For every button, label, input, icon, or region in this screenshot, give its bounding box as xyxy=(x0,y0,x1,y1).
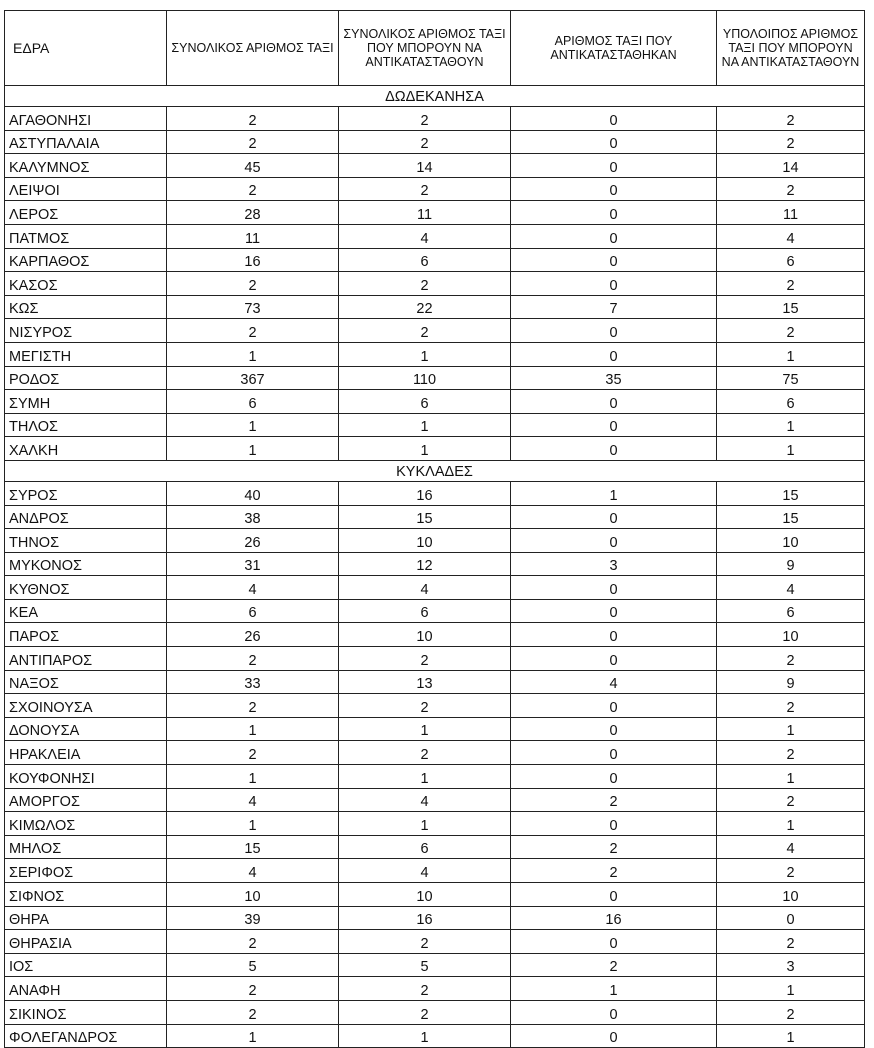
total-taxis-cell: 2 xyxy=(167,977,339,1001)
total-replaceable-cell: 22 xyxy=(339,295,511,319)
table-row xyxy=(5,248,865,272)
total-replaceable-cell: 11 xyxy=(339,201,511,225)
remaining-replaceable-cell: 10 xyxy=(717,623,865,647)
remaining-replaceable-cell: 1 xyxy=(717,437,865,461)
table-row xyxy=(5,906,865,930)
total-taxis-cell: 33 xyxy=(167,670,339,694)
total-taxis-cell: 10 xyxy=(167,883,339,907)
remaining-replaceable-cell: 1 xyxy=(717,977,865,1001)
replaced-cell: 0 xyxy=(511,883,717,907)
table-row xyxy=(5,107,865,131)
table-row xyxy=(5,224,865,248)
replaced-cell: 0 xyxy=(511,224,717,248)
total-replaceable-cell: 2 xyxy=(339,930,511,954)
total-taxis-cell: 11 xyxy=(167,224,339,248)
replaced-cell: 2 xyxy=(511,788,717,812)
section-row xyxy=(5,460,865,481)
header-seat: ΕΔΡΑ xyxy=(5,11,167,86)
taxi-document xyxy=(4,10,864,1048)
replaced-cell: 0 xyxy=(511,154,717,178)
total-taxis-cell: 2 xyxy=(167,319,339,343)
seat-name-cell: ΛΕΙΨΟΙ xyxy=(5,177,167,201)
table-row xyxy=(5,670,865,694)
total-taxis-cell: 1 xyxy=(167,413,339,437)
replaced-cell: 0 xyxy=(511,647,717,671)
table-row xyxy=(5,765,865,789)
header-remaining-replaceable: ΥΠΟΛΟΙΠΟΣ ΑΡΙΘΜΟΣ ΤΑΞΙ ΠΟΥ ΜΠΟΡΟΥΝ ΝΑ ΑΝΤΙΚΑΤΑΣΤΑΘΟΥΝ xyxy=(717,11,865,86)
table-row xyxy=(5,694,865,718)
replaced-cell: 0 xyxy=(511,717,717,741)
remaining-replaceable-cell: 3 xyxy=(717,953,865,977)
seat-name-cell: ΣΥΜΗ xyxy=(5,390,167,414)
table-row xyxy=(5,366,865,390)
replaced-cell: 0 xyxy=(511,576,717,600)
seat-name-cell: ΝΙΣΥΡΟΣ xyxy=(5,319,167,343)
header-total-replaceable: ΣΥΝΟΛΙΚΟΣ ΑΡΙΘΜΟΣ ΤΑΞΙ ΠΟΥ ΜΠΟΡΟΥΝ ΝΑ ΑΝΤΙΚΑΤΑΣΤΑΘΟΥΝ xyxy=(339,11,511,86)
replaced-cell: 0 xyxy=(511,505,717,529)
table-row xyxy=(5,883,865,907)
total-taxis-cell: 5 xyxy=(167,953,339,977)
replaced-cell: 0 xyxy=(511,1024,717,1048)
remaining-replaceable-cell: 2 xyxy=(717,859,865,883)
replaced-cell: 2 xyxy=(511,859,717,883)
table-row xyxy=(5,177,865,201)
total-replaceable-cell: 4 xyxy=(339,576,511,600)
replaced-cell: 0 xyxy=(511,930,717,954)
total-replaceable-cell: 1 xyxy=(339,437,511,461)
total-replaceable-cell: 1 xyxy=(339,342,511,366)
total-taxis-cell: 38 xyxy=(167,505,339,529)
total-taxis-cell: 367 xyxy=(167,366,339,390)
total-taxis-cell: 4 xyxy=(167,576,339,600)
remaining-replaceable-cell: 4 xyxy=(717,576,865,600)
total-taxis-cell: 4 xyxy=(167,859,339,883)
seat-name-cell: ΣΕΡΙΦΟΣ xyxy=(5,859,167,883)
table-body xyxy=(5,86,865,1048)
table-row xyxy=(5,930,865,954)
remaining-replaceable-cell: 2 xyxy=(717,694,865,718)
seat-name-cell: ΚΑΡΠΑΘΟΣ xyxy=(5,248,167,272)
table-row xyxy=(5,1024,865,1048)
replaced-cell: 0 xyxy=(511,529,717,553)
replaced-cell: 0 xyxy=(511,107,717,131)
total-taxis-cell: 39 xyxy=(167,906,339,930)
remaining-replaceable-cell: 4 xyxy=(717,224,865,248)
total-replaceable-cell: 2 xyxy=(339,1000,511,1024)
seat-name-cell: ΚΩΣ xyxy=(5,295,167,319)
seat-name-cell: ΔΟΝΟΥΣΑ xyxy=(5,717,167,741)
total-replaceable-cell: 16 xyxy=(339,906,511,930)
total-replaceable-cell: 1 xyxy=(339,413,511,437)
total-replaceable-cell: 6 xyxy=(339,248,511,272)
table-row xyxy=(5,647,865,671)
remaining-replaceable-cell: 4 xyxy=(717,835,865,859)
replaced-cell: 0 xyxy=(511,248,717,272)
remaining-replaceable-cell: 2 xyxy=(717,647,865,671)
table-row xyxy=(5,342,865,366)
seat-name-cell: ΑΝΔΡΟΣ xyxy=(5,505,167,529)
total-replaceable-cell: 2 xyxy=(339,272,511,296)
table-row xyxy=(5,741,865,765)
total-replaceable-cell: 4 xyxy=(339,224,511,248)
total-replaceable-cell: 4 xyxy=(339,788,511,812)
replaced-cell: 0 xyxy=(511,201,717,225)
total-taxis-cell: 2 xyxy=(167,930,339,954)
remaining-replaceable-cell: 15 xyxy=(717,505,865,529)
total-taxis-cell: 31 xyxy=(167,552,339,576)
replaced-cell: 3 xyxy=(511,552,717,576)
section-row xyxy=(5,86,865,107)
replaced-cell: 0 xyxy=(511,812,717,836)
replaced-cell: 2 xyxy=(511,953,717,977)
replaced-cell: 1 xyxy=(511,481,717,505)
total-taxis-cell: 26 xyxy=(167,529,339,553)
seat-name-cell: ΚΙΜΩΛΟΣ xyxy=(5,812,167,836)
total-replaceable-cell: 13 xyxy=(339,670,511,694)
seat-name-cell: ΙΟΣ xyxy=(5,953,167,977)
seat-name-cell: ΠΑΡΟΣ xyxy=(5,623,167,647)
total-replaceable-cell: 10 xyxy=(339,883,511,907)
remaining-replaceable-cell: 2 xyxy=(717,272,865,296)
total-replaceable-cell: 2 xyxy=(339,694,511,718)
seat-name-cell: ΑΝΤΙΠΑΡΟΣ xyxy=(5,647,167,671)
remaining-replaceable-cell: 9 xyxy=(717,670,865,694)
remaining-replaceable-cell: 9 xyxy=(717,552,865,576)
taxi-table xyxy=(4,10,865,1048)
seat-name-cell: ΗΡΑΚΛΕΙΑ xyxy=(5,741,167,765)
total-taxis-cell: 4 xyxy=(167,788,339,812)
total-taxis-cell: 1 xyxy=(167,812,339,836)
remaining-replaceable-cell: 10 xyxy=(717,883,865,907)
remaining-replaceable-cell: 6 xyxy=(717,390,865,414)
remaining-replaceable-cell: 2 xyxy=(717,130,865,154)
total-taxis-cell: 2 xyxy=(167,1000,339,1024)
remaining-replaceable-cell: 1 xyxy=(717,765,865,789)
total-taxis-cell: 16 xyxy=(167,248,339,272)
replaced-cell: 0 xyxy=(511,272,717,296)
total-taxis-cell: 28 xyxy=(167,201,339,225)
total-replaceable-cell: 12 xyxy=(339,552,511,576)
seat-name-cell: ΣΧΟΙΝΟΥΣΑ xyxy=(5,694,167,718)
table-row xyxy=(5,413,865,437)
total-replaceable-cell: 1 xyxy=(339,812,511,836)
total-taxis-cell: 2 xyxy=(167,647,339,671)
replaced-cell: 0 xyxy=(511,413,717,437)
remaining-replaceable-cell: 1 xyxy=(717,717,865,741)
seat-name-cell: ΑΓΑΘΟΝΗΣΙ xyxy=(5,107,167,131)
total-replaceable-cell: 2 xyxy=(339,177,511,201)
header-replaced: ΑΡΙΘΜΟΣ ΤΑΞΙ ΠΟΥ ΑΝΤΙΚΑΤΑΣΤΑΘΗΚΑΝ xyxy=(511,11,717,86)
replaced-cell: 0 xyxy=(511,130,717,154)
seat-name-cell: ΜΥΚΟΝΟΣ xyxy=(5,552,167,576)
total-taxis-cell: 1 xyxy=(167,765,339,789)
total-replaceable-cell: 6 xyxy=(339,390,511,414)
table-row xyxy=(5,576,865,600)
table-row xyxy=(5,319,865,343)
total-taxis-cell: 1 xyxy=(167,437,339,461)
table-row xyxy=(5,201,865,225)
remaining-replaceable-cell: 15 xyxy=(717,295,865,319)
total-taxis-cell: 2 xyxy=(167,107,339,131)
table-row xyxy=(5,977,865,1001)
total-taxis-cell: 1 xyxy=(167,1024,339,1048)
total-replaceable-cell: 2 xyxy=(339,741,511,765)
table-row xyxy=(5,272,865,296)
seat-name-cell: ΝΑΞΟΣ xyxy=(5,670,167,694)
total-taxis-cell: 2 xyxy=(167,272,339,296)
remaining-replaceable-cell: 14 xyxy=(717,154,865,178)
table-row xyxy=(5,623,865,647)
seat-name-cell: ΡΟΔΟΣ xyxy=(5,366,167,390)
total-replaceable-cell: 1 xyxy=(339,1024,511,1048)
remaining-replaceable-cell: 2 xyxy=(717,177,865,201)
replaced-cell: 0 xyxy=(511,319,717,343)
remaining-replaceable-cell: 2 xyxy=(717,741,865,765)
total-taxis-cell: 6 xyxy=(167,599,339,623)
header-row xyxy=(5,11,865,86)
total-taxis-cell: 2 xyxy=(167,177,339,201)
remaining-replaceable-cell: 2 xyxy=(717,930,865,954)
remaining-replaceable-cell: 11 xyxy=(717,201,865,225)
table-row xyxy=(5,505,865,529)
total-replaceable-cell: 14 xyxy=(339,154,511,178)
remaining-replaceable-cell: 1 xyxy=(717,812,865,836)
replaced-cell: 0 xyxy=(511,342,717,366)
seat-name-cell: ΣΥΡΟΣ xyxy=(5,481,167,505)
seat-name-cell: ΚΑΛΥΜΝΟΣ xyxy=(5,154,167,178)
table-row xyxy=(5,859,865,883)
total-replaceable-cell: 1 xyxy=(339,765,511,789)
total-taxis-cell: 1 xyxy=(167,342,339,366)
replaced-cell: 0 xyxy=(511,765,717,789)
remaining-replaceable-cell: 6 xyxy=(717,599,865,623)
remaining-replaceable-cell: 6 xyxy=(717,248,865,272)
seat-name-cell: ΚΕΑ xyxy=(5,599,167,623)
table-row xyxy=(5,390,865,414)
total-replaceable-cell: 110 xyxy=(339,366,511,390)
seat-name-cell: ΣΙΚΙΝΟΣ xyxy=(5,1000,167,1024)
remaining-replaceable-cell: 1 xyxy=(717,413,865,437)
seat-name-cell: ΘΗΡΑΣΙΑ xyxy=(5,930,167,954)
total-taxis-cell: 26 xyxy=(167,623,339,647)
total-replaceable-cell: 4 xyxy=(339,859,511,883)
remaining-replaceable-cell: 0 xyxy=(717,906,865,930)
total-replaceable-cell: 10 xyxy=(339,623,511,647)
seat-name-cell: ΚΑΣΟΣ xyxy=(5,272,167,296)
replaced-cell: 0 xyxy=(511,694,717,718)
total-replaceable-cell: 2 xyxy=(339,977,511,1001)
table-row xyxy=(5,529,865,553)
section-title: ΚΥΚΛΑΔΕΣ xyxy=(5,460,865,481)
seat-name-cell: ΦΟΛΕΓΑΝΔΡΟΣ xyxy=(5,1024,167,1048)
seat-name-cell: ΚΥΘΝΟΣ xyxy=(5,576,167,600)
seat-name-cell: ΜΕΓΙΣΤΗ xyxy=(5,342,167,366)
replaced-cell: 16 xyxy=(511,906,717,930)
replaced-cell: 0 xyxy=(511,741,717,765)
replaced-cell: 1 xyxy=(511,977,717,1001)
remaining-replaceable-cell: 2 xyxy=(717,107,865,131)
table-row xyxy=(5,835,865,859)
table-row xyxy=(5,481,865,505)
total-taxis-cell: 45 xyxy=(167,154,339,178)
replaced-cell: 0 xyxy=(511,390,717,414)
seat-name-cell: ΑΜΟΡΓΟΣ xyxy=(5,788,167,812)
replaced-cell: 0 xyxy=(511,437,717,461)
seat-name-cell: ΧΑΛΚΗ xyxy=(5,437,167,461)
section-title: ΔΩΔΕΚΑΝΗΣΑ xyxy=(5,86,865,107)
table-row xyxy=(5,788,865,812)
table-row xyxy=(5,953,865,977)
remaining-replaceable-cell: 15 xyxy=(717,481,865,505)
table-row xyxy=(5,1000,865,1024)
total-replaceable-cell: 15 xyxy=(339,505,511,529)
replaced-cell: 0 xyxy=(511,623,717,647)
seat-name-cell: ΤΗΛΟΣ xyxy=(5,413,167,437)
total-replaceable-cell: 6 xyxy=(339,835,511,859)
total-taxis-cell: 2 xyxy=(167,741,339,765)
total-taxis-cell: 2 xyxy=(167,694,339,718)
total-taxis-cell: 1 xyxy=(167,717,339,741)
total-taxis-cell: 6 xyxy=(167,390,339,414)
total-replaceable-cell: 2 xyxy=(339,107,511,131)
table-row xyxy=(5,437,865,461)
header-total-taxis: ΣΥΝΟΛΙΚΟΣ ΑΡΙΘΜΟΣ ΤΑΞΙ xyxy=(167,11,339,86)
total-replaceable-cell: 2 xyxy=(339,647,511,671)
total-replaceable-cell: 1 xyxy=(339,717,511,741)
seat-name-cell: ΚΟΥΦΟΝΗΣΙ xyxy=(5,765,167,789)
total-replaceable-cell: 5 xyxy=(339,953,511,977)
seat-name-cell: ΑΣΤΥΠΑΛΑΙΑ xyxy=(5,130,167,154)
total-replaceable-cell: 2 xyxy=(339,130,511,154)
seat-name-cell: ΛΕΡΟΣ xyxy=(5,201,167,225)
seat-name-cell: ΑΝΑΦΗ xyxy=(5,977,167,1001)
table-row xyxy=(5,154,865,178)
remaining-replaceable-cell: 75 xyxy=(717,366,865,390)
total-replaceable-cell: 2 xyxy=(339,319,511,343)
replaced-cell: 0 xyxy=(511,1000,717,1024)
seat-name-cell: ΤΗΝΟΣ xyxy=(5,529,167,553)
seat-name-cell: ΜΗΛΟΣ xyxy=(5,835,167,859)
replaced-cell: 4 xyxy=(511,670,717,694)
table-row xyxy=(5,717,865,741)
replaced-cell: 35 xyxy=(511,366,717,390)
total-taxis-cell: 2 xyxy=(167,130,339,154)
seat-name-cell: ΘΗΡΑ xyxy=(5,906,167,930)
total-replaceable-cell: 6 xyxy=(339,599,511,623)
total-replaceable-cell: 16 xyxy=(339,481,511,505)
remaining-replaceable-cell: 10 xyxy=(717,529,865,553)
total-replaceable-cell: 10 xyxy=(339,529,511,553)
table-row xyxy=(5,130,865,154)
seat-name-cell: ΠΑΤΜΟΣ xyxy=(5,224,167,248)
table-row xyxy=(5,295,865,319)
replaced-cell: 2 xyxy=(511,835,717,859)
replaced-cell: 7 xyxy=(511,295,717,319)
replaced-cell: 0 xyxy=(511,177,717,201)
table-row xyxy=(5,599,865,623)
total-taxis-cell: 15 xyxy=(167,835,339,859)
replaced-cell: 0 xyxy=(511,599,717,623)
seat-name-cell: ΣΙΦΝΟΣ xyxy=(5,883,167,907)
total-taxis-cell: 73 xyxy=(167,295,339,319)
table-row xyxy=(5,552,865,576)
remaining-replaceable-cell: 2 xyxy=(717,788,865,812)
remaining-replaceable-cell: 2 xyxy=(717,319,865,343)
remaining-replaceable-cell: 2 xyxy=(717,1000,865,1024)
total-taxis-cell: 40 xyxy=(167,481,339,505)
remaining-replaceable-cell: 1 xyxy=(717,1024,865,1048)
remaining-replaceable-cell: 1 xyxy=(717,342,865,366)
table-row xyxy=(5,812,865,836)
